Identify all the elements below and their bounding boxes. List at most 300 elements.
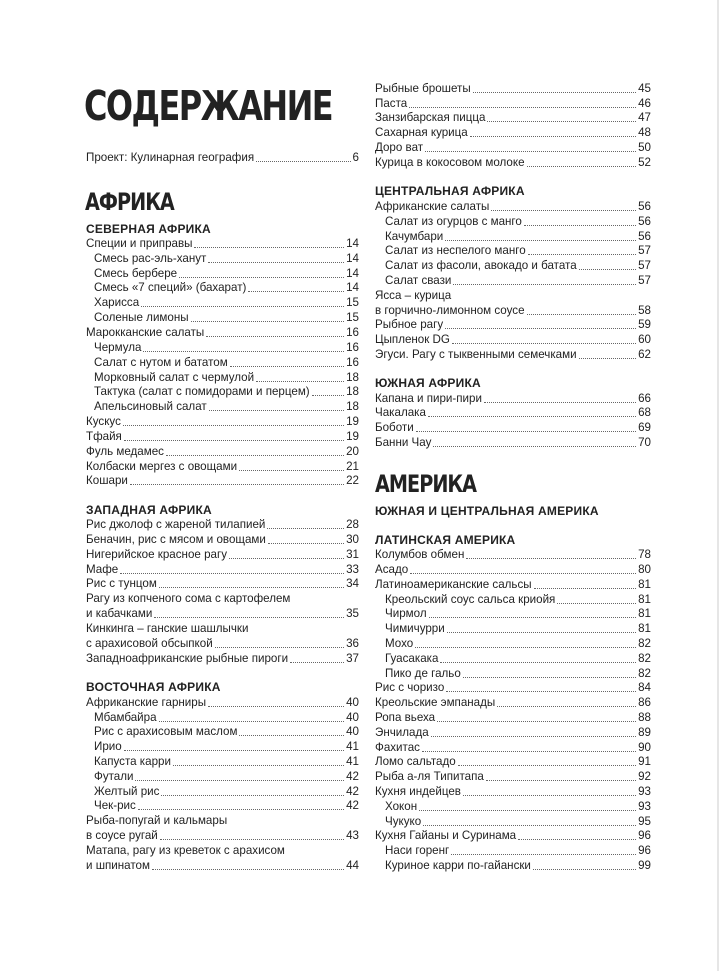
- toc-entry-page: 37: [346, 652, 359, 665]
- toc-entry-page: 52: [638, 156, 651, 169]
- dot-leader: [130, 483, 344, 485]
- toc-entry-page: 81: [638, 607, 651, 620]
- toc-entry-page: 15: [346, 311, 359, 324]
- toc-entry[interactable]: [375, 200, 651, 214]
- toc-entry-label: Западноафриканские рыбные пироги: [86, 652, 289, 665]
- toc-entry[interactable]: [86, 474, 359, 488]
- dot-leader: [486, 779, 636, 781]
- toc-entry[interactable]: [385, 667, 651, 681]
- toc-entry-page: 82: [638, 667, 651, 680]
- dot-leader: [290, 661, 344, 663]
- toc-entry[interactable]: [375, 406, 651, 420]
- section-heading-west-africa: ЗАПАДНАЯ АФРИКА: [86, 503, 212, 517]
- toc-entry-label: Гуасакака: [385, 652, 439, 665]
- toc-entry-label: Рыбное рагу: [375, 318, 444, 331]
- dot-leader: [470, 135, 636, 137]
- toc-entry-page: 18: [346, 400, 359, 413]
- toc-entry-page: 16: [346, 356, 359, 369]
- toc-entry-label: Мохо: [385, 637, 414, 650]
- toc-entry-page: 92: [638, 770, 651, 783]
- toc-entry-label: Креольский соус сальса криойя: [385, 593, 556, 606]
- toc-entry-label: Соленые лимоны: [94, 311, 189, 324]
- dot-leader: [463, 794, 636, 796]
- toc-entry-page: 50: [638, 141, 651, 154]
- toc-entry[interactable]: [86, 326, 359, 340]
- dot-leader: [446, 690, 636, 692]
- toc-entry-page: 28: [346, 518, 359, 531]
- toc-entry-label: Капуста карри: [94, 755, 171, 768]
- dot-leader: [159, 586, 344, 588]
- toc-entry-page: 57: [638, 244, 651, 257]
- toc-entry-label: Энчилада: [375, 726, 429, 739]
- toc-entry[interactable]: [86, 415, 359, 429]
- toc-entry-label: Смесь бербере: [94, 267, 178, 280]
- toc-entry-label: Желтый рис: [94, 785, 160, 798]
- toc-entry-label: Ломо сальтадо: [375, 755, 456, 768]
- dot-leader: [135, 779, 344, 781]
- toc-entry-page: 40: [346, 711, 359, 724]
- dot-leader: [124, 439, 344, 441]
- toc-entry[interactable]: [375, 126, 651, 140]
- toc-entry-page: 82: [638, 652, 651, 665]
- toc-entry-label: Салат из неспелого манго: [385, 244, 526, 257]
- toc-entry[interactable]: [385, 593, 651, 607]
- dot-leader: [256, 380, 344, 382]
- toc-entry-label: Кошари: [86, 474, 128, 487]
- dot-leader: [429, 616, 637, 618]
- dot-leader: [451, 853, 636, 855]
- dot-leader: [191, 320, 345, 322]
- dot-leader: [159, 720, 345, 722]
- toc-entry[interactable]: [385, 859, 651, 873]
- toc-entry[interactable]: [375, 82, 651, 96]
- toc-entry-label: Кухня Гайаны и Суринама: [375, 829, 517, 842]
- toc-entry-label: Цыпленок DG: [375, 333, 450, 346]
- toc-entry-label: Салат из фасоли, авокадо и батата: [385, 259, 577, 272]
- toc-entry-label: Рис джолоф с жареной тилапией: [86, 518, 266, 531]
- dot-leader: [166, 454, 344, 456]
- toc-entry-label: в горчично-лимонном соусе: [375, 304, 525, 317]
- toc-entry[interactable]: [94, 252, 359, 266]
- section-heading-north-africa: СЕВЕРНАЯ АФРИКА: [86, 222, 211, 236]
- toc-entry-label: Занзибарская пицца: [375, 111, 486, 124]
- toc-entry-label: Беначин, рис с мясом и овощами: [86, 533, 266, 546]
- toc-entry-page: 15: [346, 296, 359, 309]
- toc-entry-page: 56: [638, 230, 651, 243]
- toc-entry[interactable]: [385, 607, 651, 621]
- toc-entry[interactable]: [375, 421, 651, 435]
- toc-entry-label: Чермула: [94, 341, 142, 354]
- toc-entry-page: 18: [346, 385, 359, 398]
- toc-entry-page: 42: [346, 785, 359, 798]
- toc-entry-label: Боботи: [375, 421, 414, 434]
- toc-entry-page: 56: [638, 215, 651, 228]
- dot-leader: [534, 587, 636, 589]
- dot-leader: [209, 409, 344, 411]
- toc-entry-label: Харисса: [94, 296, 140, 309]
- toc-entry-label: и шпинатом: [86, 859, 150, 872]
- dot-leader: [141, 305, 344, 307]
- toc-entry-page: 70: [638, 436, 651, 449]
- dot-leader: [143, 350, 344, 352]
- toc-entry-label: Чакалака: [375, 406, 426, 419]
- dot-leader: [484, 401, 636, 403]
- toc-entry-page: 81: [638, 593, 651, 606]
- dot-leader: [173, 764, 344, 766]
- toc-entry-page: 44: [346, 859, 359, 872]
- toc-entry[interactable]: [375, 578, 651, 592]
- toc-entry-page: 88: [638, 711, 651, 724]
- toc-entry[interactable]: [86, 445, 359, 459]
- toc-entry[interactable]: [375, 770, 651, 784]
- toc-entry[interactable]: [375, 333, 651, 347]
- toc-entry[interactable]: [385, 652, 651, 666]
- toc-entry-page: 16: [346, 341, 359, 354]
- toc-entry-label: Футали: [94, 770, 134, 783]
- toc-entry-page: 40: [346, 725, 359, 738]
- toc-entry[interactable]: [94, 785, 359, 799]
- toc-entry[interactable]: [86, 829, 359, 843]
- toc-entry-label: Смесь «7 специй» (бахарат): [94, 281, 247, 294]
- toc-entry-page: 33: [346, 563, 359, 576]
- dot-leader: [409, 106, 636, 108]
- dot-leader: [431, 735, 636, 737]
- toc-entry[interactable]: [86, 518, 359, 532]
- dot-leader: [422, 750, 636, 752]
- toc-entry-page: 95: [638, 815, 651, 828]
- toc-entry-label: Качумбари: [385, 230, 444, 243]
- toc-entry[interactable]: [385, 637, 651, 651]
- dot-leader: [416, 430, 636, 432]
- dot-leader: [123, 424, 344, 426]
- toc-entry[interactable]: [375, 318, 651, 332]
- toc-entry-page: 48: [638, 126, 651, 139]
- toc-entry[interactable]: [86, 533, 359, 547]
- toc-entry-page: 57: [638, 259, 651, 272]
- toc-entry[interactable]: [375, 785, 651, 799]
- toc-entry[interactable]: [86, 859, 359, 873]
- dot-leader: [473, 91, 636, 93]
- dot-leader: [267, 527, 344, 529]
- toc-entry[interactable]: [375, 141, 651, 155]
- toc-entry-page: 86: [638, 696, 651, 709]
- toc-entry[interactable]: [94, 371, 359, 385]
- toc-entry-first-line[interactable]: Кинкинга – ганские шашлычки: [86, 622, 249, 635]
- toc-entry[interactable]: [375, 741, 651, 755]
- page-title: СОДЕРЖАНИЕ: [84, 82, 333, 130]
- toc-entry[interactable]: [375, 392, 651, 406]
- dot-leader: [415, 646, 636, 648]
- toc-entry-intro[interactable]: [86, 151, 359, 165]
- toc-entry[interactable]: [375, 726, 651, 740]
- toc-entry-page: 82: [638, 637, 651, 650]
- dot-leader: [557, 602, 636, 604]
- toc-entry-label: Куриное карри по-гайански: [385, 859, 531, 872]
- toc-entry-page: 69: [638, 421, 651, 434]
- toc-entry-label: Чек-рис: [94, 799, 136, 812]
- toc-entry-label: Салат из огурцов с манго: [385, 215, 522, 228]
- dot-leader: [524, 224, 636, 226]
- toc-entry[interactable]: [94, 755, 359, 769]
- toc-entry[interactable]: [86, 237, 359, 251]
- toc-entry-label: Рис с тунцом: [86, 577, 157, 590]
- toc-entry-label: Рыба а-ля Типитапа: [375, 770, 484, 783]
- toc-entry-label: Банни Чау: [375, 436, 432, 449]
- toc-entry[interactable]: [86, 460, 359, 474]
- region-heading-africa: АФРИКА: [85, 188, 174, 216]
- dot-leader: [527, 165, 637, 167]
- toc-entry-label: Сахарная курица: [375, 126, 468, 139]
- toc-entry-page: 43: [346, 829, 359, 842]
- dot-leader: [445, 327, 636, 329]
- dot-leader: [425, 150, 636, 152]
- toc-entry-page: 81: [638, 622, 651, 635]
- toc-entry-page: 84: [638, 681, 651, 694]
- dot-leader: [433, 445, 636, 447]
- toc-entry[interactable]: [86, 652, 359, 666]
- dot-leader: [248, 290, 344, 292]
- toc-entry[interactable]: [375, 755, 651, 769]
- toc-entry[interactable]: [94, 281, 359, 295]
- toc-entry[interactable]: [375, 696, 651, 710]
- toc-entry-page: 14: [346, 267, 359, 280]
- toc-entry[interactable]: [94, 711, 359, 725]
- dot-leader: [179, 276, 344, 278]
- toc-entry[interactable]: [385, 230, 651, 244]
- toc-entry-label: Рис с арахисовым маслом: [94, 725, 238, 738]
- toc-entry[interactable]: [375, 304, 651, 318]
- toc-entry[interactable]: [385, 622, 651, 636]
- toc-entry-page: 35: [346, 607, 359, 620]
- dot-leader: [497, 705, 636, 707]
- toc-entry-page: 19: [346, 415, 359, 428]
- toc-entry[interactable]: [94, 740, 359, 754]
- dot-leader: [215, 646, 344, 648]
- toc-entry[interactable]: [385, 800, 651, 814]
- dot-leader: [579, 268, 636, 270]
- toc-entry-page: 34: [346, 577, 359, 590]
- toc-entry[interactable]: [375, 156, 651, 170]
- toc-entry-page: 91: [638, 755, 651, 768]
- section-heading-east-africa: ВОСТОЧНАЯ АФРИКА: [86, 680, 221, 694]
- dot-leader: [256, 160, 350, 162]
- toc-entry-label: Колбаски мергез с овощами: [86, 460, 238, 473]
- toc-entry-page: 96: [638, 844, 651, 857]
- toc-entry[interactable]: [385, 274, 651, 288]
- dot-leader: [268, 542, 344, 544]
- toc-entry-label: Хокон: [385, 800, 418, 813]
- toc-entry[interactable]: [86, 548, 359, 562]
- toc-entry-page: 22: [346, 474, 359, 487]
- toc-entry[interactable]: [94, 356, 359, 370]
- toc-entry[interactable]: [86, 563, 359, 577]
- toc-entry[interactable]: [94, 799, 359, 813]
- dot-leader: [528, 253, 636, 255]
- toc-entry-label: Фуль медамес: [86, 445, 164, 458]
- toc-entry-label: Африканские салаты: [375, 200, 490, 213]
- dot-leader: [463, 676, 636, 678]
- toc-entry-page: 60: [638, 333, 651, 346]
- toc-entry[interactable]: [375, 348, 651, 362]
- toc-entry-label: Чимичурри: [385, 622, 445, 635]
- toc-entry[interactable]: [94, 296, 359, 310]
- dot-leader: [453, 283, 636, 285]
- toc-entry-label: Креольские эмпанады: [375, 696, 496, 709]
- dot-leader: [445, 239, 636, 241]
- dot-leader: [518, 838, 636, 840]
- toc-entry-page: 30: [346, 533, 359, 546]
- dot-leader: [154, 616, 344, 618]
- toc-entry[interactable]: [385, 244, 651, 258]
- toc-entry[interactable]: [86, 577, 359, 591]
- toc-entry-page: 93: [638, 785, 651, 798]
- toc-entry-label: Салат свази: [385, 274, 452, 287]
- toc-entry-page: 99: [638, 859, 651, 872]
- toc-entry-label: Чирмол: [385, 607, 427, 620]
- toc-entry-label: Смесь рас-эль-ханут: [94, 252, 207, 265]
- dot-leader: [161, 794, 344, 796]
- toc-entry-label: Асадо: [375, 563, 409, 576]
- dot-leader: [194, 246, 344, 248]
- toc-entry-label: Ропа вьеха: [375, 711, 436, 724]
- toc-entry-page: 62: [638, 348, 651, 361]
- toc-entry-page: 42: [346, 770, 359, 783]
- toc-entry-label: Рыбные брошеты: [375, 82, 471, 95]
- toc-entry[interactable]: [375, 548, 651, 562]
- dot-leader: [452, 342, 636, 344]
- toc-entry[interactable]: [86, 607, 359, 621]
- toc-entry-page: 14: [346, 237, 359, 250]
- toc-entry-page: 18: [346, 371, 359, 384]
- dot-leader: [410, 572, 636, 574]
- dot-leader: [491, 209, 636, 211]
- toc-entry[interactable]: [375, 97, 651, 111]
- dot-leader: [138, 808, 344, 810]
- toc-entry-label: Салат с нутом и бататом: [94, 356, 228, 369]
- toc-entry-page: 14: [346, 252, 359, 265]
- dot-leader: [229, 557, 344, 559]
- toc-entry[interactable]: [385, 259, 651, 273]
- toc-entry-label: Доро ват: [375, 141, 424, 154]
- toc-entry[interactable]: [375, 436, 651, 450]
- toc-entry[interactable]: [94, 385, 359, 399]
- dot-leader: [312, 394, 344, 396]
- toc-entry-label: Кускус: [86, 415, 121, 428]
- toc-entry[interactable]: [375, 829, 651, 843]
- toc-entry[interactable]: [94, 267, 359, 281]
- toc-entry-page: 68: [638, 406, 651, 419]
- toc-entry[interactable]: [94, 400, 359, 414]
- toc-entry-label: Пико де гальо: [385, 667, 461, 680]
- toc-entry-page: 56: [638, 200, 651, 213]
- toc-entry[interactable]: [86, 696, 359, 710]
- toc-entry-label: Колумбов обмен: [375, 548, 465, 561]
- section-heading-latin-america: ЛАТИНСКАЯ АМЕРИКА: [375, 533, 516, 547]
- subregion-heading-south-central-america: ЮЖНАЯ И ЦЕНТРАЛЬНАЯ АМЕРИКА: [375, 504, 599, 518]
- toc-entry-label: Тфайя: [86, 430, 122, 443]
- toc-entry-page: 14: [346, 281, 359, 294]
- toc-entry-first-line[interactable]: Ясса – курица: [375, 289, 452, 302]
- toc-entry[interactable]: [86, 430, 359, 444]
- toc-entry-label: Апельсиновый салат: [94, 400, 207, 413]
- toc-entry-label: Марокканские салаты: [86, 326, 205, 339]
- toc-entry-label: Мбамбайра: [94, 711, 157, 724]
- toc-entry-page: 58: [638, 304, 651, 317]
- toc-entry-page: 46: [638, 97, 651, 110]
- toc-entry-label: Специи и приправы: [86, 237, 193, 250]
- toc-entry-label: в соусе ругай: [86, 829, 158, 842]
- dot-leader: [579, 357, 637, 359]
- toc-entry-label: Курица в кокосовом молоке: [375, 156, 525, 169]
- toc-entry-label: Чукуко: [385, 815, 422, 828]
- toc-entry-label: Паста: [375, 97, 408, 110]
- dot-leader: [124, 749, 344, 751]
- toc-entry-first-line[interactable]: Рагу из копченого сома с картофелем: [86, 592, 291, 605]
- dot-leader: [466, 557, 636, 559]
- toc-entry[interactable]: [375, 111, 651, 125]
- dot-leader: [120, 572, 344, 574]
- dot-leader: [160, 838, 344, 840]
- toc-entry[interactable]: [375, 563, 651, 577]
- toc-entry[interactable]: [385, 844, 651, 858]
- dot-leader: [487, 120, 636, 122]
- toc-entry[interactable]: [385, 815, 651, 829]
- toc-entry-page: 96: [638, 829, 651, 842]
- dot-leader: [437, 720, 636, 722]
- toc-entry-page: 20: [346, 445, 359, 458]
- toc-entry[interactable]: [375, 681, 651, 695]
- toc-entry-label: Ирио: [94, 740, 122, 753]
- toc-entry-first-line[interactable]: Матапа, рагу из креветок с арахисом: [86, 844, 285, 857]
- dot-leader: [152, 868, 344, 870]
- toc-entry-page: 89: [638, 726, 651, 739]
- toc-entry-page: 41: [346, 755, 359, 768]
- toc-entry-first-line[interactable]: Рыба-попугай и кальмары: [86, 814, 228, 827]
- toc-entry-label: Латиноамериканские сальсы: [375, 578, 532, 591]
- toc-entry-page: 41: [346, 740, 359, 753]
- toc-entry-label: с арахисовой обсыпкой: [86, 637, 213, 650]
- toc-entry-label: Фахитас: [375, 741, 420, 754]
- toc-entry-page: 40: [346, 696, 359, 709]
- toc-entry-page: 45: [638, 82, 651, 95]
- toc-entry[interactable]: [86, 637, 359, 651]
- toc-entry-page: 21: [346, 460, 359, 473]
- toc-entry-page: 78: [638, 548, 651, 561]
- dot-leader: [527, 313, 637, 315]
- dot-leader: [447, 631, 636, 633]
- toc-entry-label: и кабачками: [86, 607, 153, 620]
- toc-entry-label: Эгуси. Рагу с тыквенными семечками: [375, 348, 577, 361]
- dot-leader: [440, 661, 636, 663]
- region-heading-america: АМЕРИКА: [375, 470, 477, 498]
- toc-entry[interactable]: [94, 770, 359, 784]
- toc-entry[interactable]: [385, 215, 651, 229]
- toc-entry[interactable]: [94, 311, 359, 325]
- toc-entry[interactable]: [94, 725, 359, 739]
- toc-entry-label: Морковный салат с чермулой: [94, 371, 255, 384]
- toc-entry-label: Африканские гарниры: [86, 696, 207, 709]
- toc-entry-page: 6: [352, 151, 359, 164]
- toc-entry[interactable]: [94, 341, 359, 355]
- toc-entry[interactable]: [375, 711, 651, 725]
- toc-entry-page: 93: [638, 800, 651, 813]
- toc-entry-page: 47: [638, 111, 651, 124]
- toc-entry-page: 80: [638, 563, 651, 576]
- toc-entry-page: 36: [346, 637, 359, 650]
- toc-entry-label: Рис с чоризо: [375, 681, 445, 694]
- toc-entry-label: Тактука (салат с помидорами и перцем): [94, 385, 310, 398]
- toc-entry-page: 57: [638, 274, 651, 287]
